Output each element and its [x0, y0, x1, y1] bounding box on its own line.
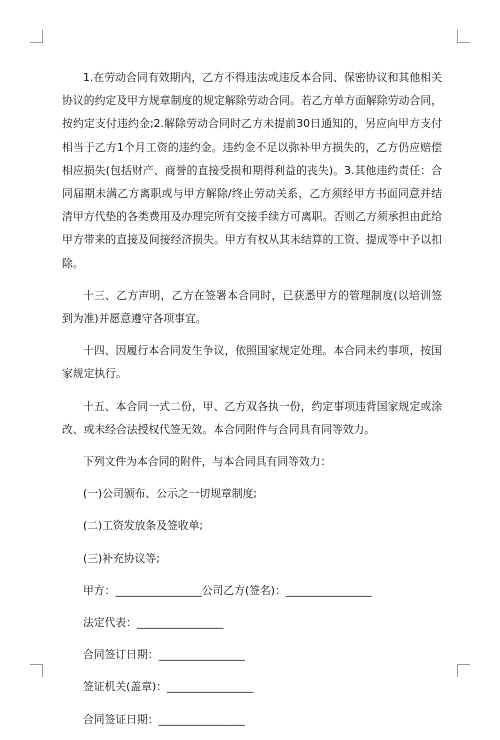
signature-legal-rep-line: 法定代表：________________: [83, 616, 224, 630]
crop-mark-top-left: [30, 30, 43, 43]
crop-mark-bottom-right: [457, 664, 470, 677]
document-body: [62, 66, 442, 740]
paragraph-attachments-intro: 下列文件为本合同的附件，与本合同具有同等效力：: [83, 455, 332, 469]
attachment-item: (二)工资发放条及签收单;: [83, 519, 204, 533]
attachment-item: (三)补充协议等;: [83, 551, 160, 565]
signature-certification-date-line: 合同签证日期：________________: [83, 712, 245, 726]
signature-party-line: 甲方：________________公司乙方(签名)：________________: [83, 583, 373, 597]
attachment-item: (一)公司颁布、公示之一切规章制度;: [83, 487, 258, 501]
crop-mark-top-right: [457, 30, 470, 43]
paragraph-clause-14: 十四、因履行本合同发生争议，依照国家规定处理。本合同未约事项，按国家规定执行。: [62, 344, 442, 381]
signature-signing-date-line: 合同签订日期：________________: [83, 648, 245, 662]
paragraph-clause-13: 十三、乙方声明，乙方在签署本合同时，已获悉甲方的管理制度(以培训签到为准)并愿意遵守各项事宜。: [62, 288, 442, 326]
paragraph-clause-15: 十五、本合同一式二份，甲、乙方双各执一份，约定事项违背国家规定或涂改、或未经合法授权代签无效。本合同附件与合同具有同等效力。: [62, 399, 442, 436]
crop-mark-bottom-left: [30, 664, 43, 677]
paragraph-breach-terms: 1.在劳动合同有效期内，乙方不得违法或违反本合同、保密协议和其他相关协议的约定及甲方规章制度的规定解除劳动合同。若乙方单方面解除劳动合同，按约定支付违约金;2.解除劳动合同时乙方未提前30日通知的，另应向甲方支付相当于乙方1个月工资的违约金。违约金不足以弥补甲方损失的，乙方仍应赔偿相应损失(包括财产、商誉的直接受损和期得利益的丧失)。3.其他违约责任：合同届期未满乙方离职或与甲方解除/终止劳动关系，乙方须经甲方书面同意并结清甲方代垫的各类费用及办理完所有交接手续方可离职。否则乙方须承担由此给甲方带来的直接及间接经济损失。甲方有权从其未结算的工资、提成等中予以扣除。: [62, 71, 442, 270]
signature-authority-seal-line: 签证机关(盖章)：________________: [83, 680, 254, 694]
